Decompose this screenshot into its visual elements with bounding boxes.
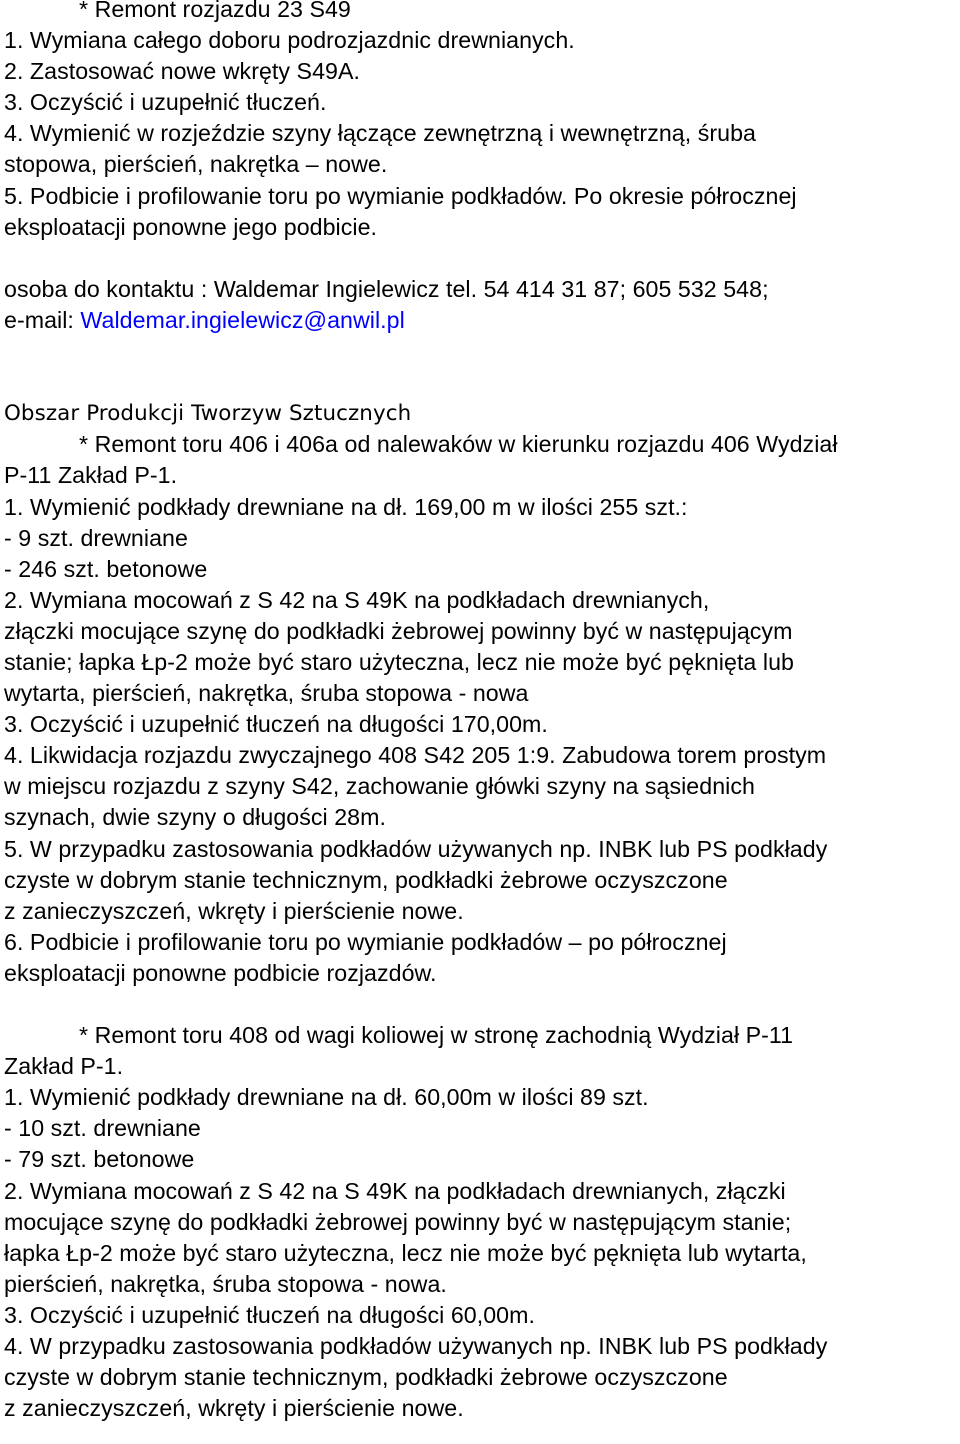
section-406-line: eksploatacji ponowne podbicie rozjazdów. <box>4 959 437 986</box>
section-408 <box>4 1020 960 1424</box>
section-406-line: stanie; łapka Łp-2 może być staro użyteczna, lecz nie może być pęknięta lub <box>4 648 794 675</box>
document-page <box>4 0 960 1424</box>
spacer <box>4 367 960 398</box>
section-406 <box>4 429 960 989</box>
spacer <box>4 243 960 274</box>
section-408-line: z zanieczyszczeń, wkręty i pierścienie nowe. <box>4 1395 464 1422</box>
section-s49-line: 4. Wymienić w rozjeździe szyny łączące zewnętrzną i wewnętrzną, śruba <box>4 120 756 147</box>
area-heading: Obszar Produkcji Tworzyw Sztucznych <box>4 401 412 427</box>
section-406-line: - 9 szt. drewniane <box>4 524 188 551</box>
contact-block <box>4 274 960 336</box>
section-406-line: 3. Oczyścić i uzupełnić tłuczeń na długości 170,00m. <box>4 711 548 738</box>
section-408-line: łapka Łp-2 może być staro użyteczna, lecz nie może być pęknięta lub wytarta, <box>4 1239 807 1266</box>
section-406-line: 4. Likwidacja rozjazdu zwyczajnego 408 S42 205 1:9. Zabudowa torem prostym <box>4 742 827 769</box>
section-408-line: 1. Wymienić podkłady drewniane na dł. 60,00m w ilości 89 szt. <box>4 1084 649 1111</box>
section-408-line: pierścień, nakrętka, śruba stopowa - nowa. <box>4 1270 447 1297</box>
section-s49-line: 5. Podbicie i profilowanie toru po wymianie podkładów. Po okresie półrocznej <box>4 182 797 209</box>
email-link[interactable]: Waldemar.ingielewicz@anwil.pl <box>80 306 405 333</box>
section-408-line: - 79 szt. betonowe <box>4 1146 195 1173</box>
spacer <box>4 989 960 1020</box>
section-406-title: * Remont toru 406 i 406a od nalewaków w kierunku rozjazdu 406 Wydział <box>79 431 838 458</box>
section-s49-title: * Remont rozjazdu 23 S49 <box>79 0 351 22</box>
section-408-line: 4. W przypadku zastosowania podkładów używanych np. INBK lub PS podkłady <box>4 1333 828 1360</box>
section-408-line: Zakład P-1. <box>4 1053 124 1080</box>
section-406-line: 6. Podbicie i profilowanie toru po wymianie podkładów – po półrocznej <box>4 928 727 955</box>
section-406-line: z zanieczyszczeń, wkręty i pierścienie nowe. <box>4 897 464 924</box>
contact-line: osoba do kontaktu : Waldemar Ingielewicz tel. 54 414 31 87; 605 532 548; <box>4 275 769 302</box>
email-label: e-mail: <box>4 306 81 333</box>
section-406-line: złączki mocujące szynę do podkładki żebrowej powinny być w następującym <box>4 617 793 644</box>
section-s49-line: stopowa, pierścień, nakrętka – nowe. <box>4 151 388 178</box>
section-408-title: * Remont toru 408 od wagi koliowej w stronę zachodnią Wydział P-11 <box>79 1022 794 1049</box>
section-s49-line: eksploatacji ponowne jego podbicie. <box>4 213 378 240</box>
section-406-line: w miejscu rozjazdu z szyny S42, zachowanie główki szyny na sąsiednich <box>4 773 755 800</box>
section-408-line: 2. Wymiana mocowań z S 42 na S 49K na podkładach drewnianych, złączki <box>4 1177 786 1204</box>
section-s49-line: 3. Oczyścić i uzupełnić tłuczeń. <box>4 89 327 116</box>
section-406-line: szynach, dwie szyny o długości 28m. <box>4 804 386 831</box>
section-406-line: P-11 Zakład P-1. <box>4 462 178 489</box>
contact-email-line <box>4 305 960 336</box>
section-406-line: 1. Wymienić podkłady drewniane na dł. 169,00 m w ilości 255 szt.: <box>4 493 688 520</box>
section-408-line: czyste w dobrym stanie technicznym, podkładki żebrowe oczyszczone <box>4 1364 728 1391</box>
section-406-line: 2. Wymiana mocowań z S 42 na S 49K na podkładach drewnianych, <box>4 586 710 613</box>
spacer <box>4 336 960 367</box>
section-406-line: wytarta, pierścień, nakrętka, śruba stopowa - nowa <box>4 680 529 707</box>
section-406-line: - 246 szt. betonowe <box>4 555 208 582</box>
section-408-line: 3. Oczyścić i uzupełnić tłuczeń na długości 60,00m. <box>4 1301 535 1328</box>
section-s49-line: 1. Wymiana całego doboru podrozjazdnic drewnianych. <box>4 27 575 54</box>
section-408-line: - 10 szt. drewniane <box>4 1115 201 1142</box>
section-406-line: czyste w dobrym stanie technicznym, podkładki żebrowe oczyszczone <box>4 866 728 893</box>
section-408-line: mocujące szynę do podkładki żebrowej powinny być w następującym stanie; <box>4 1208 792 1235</box>
section-406-line: 5. W przypadku zastosowania podkładów używanych np. INBK lub PS podkłady <box>4 835 828 862</box>
section-s49 <box>4 0 960 243</box>
section-s49-line: 2. Zastosować nowe wkręty S49A. <box>4 58 360 85</box>
